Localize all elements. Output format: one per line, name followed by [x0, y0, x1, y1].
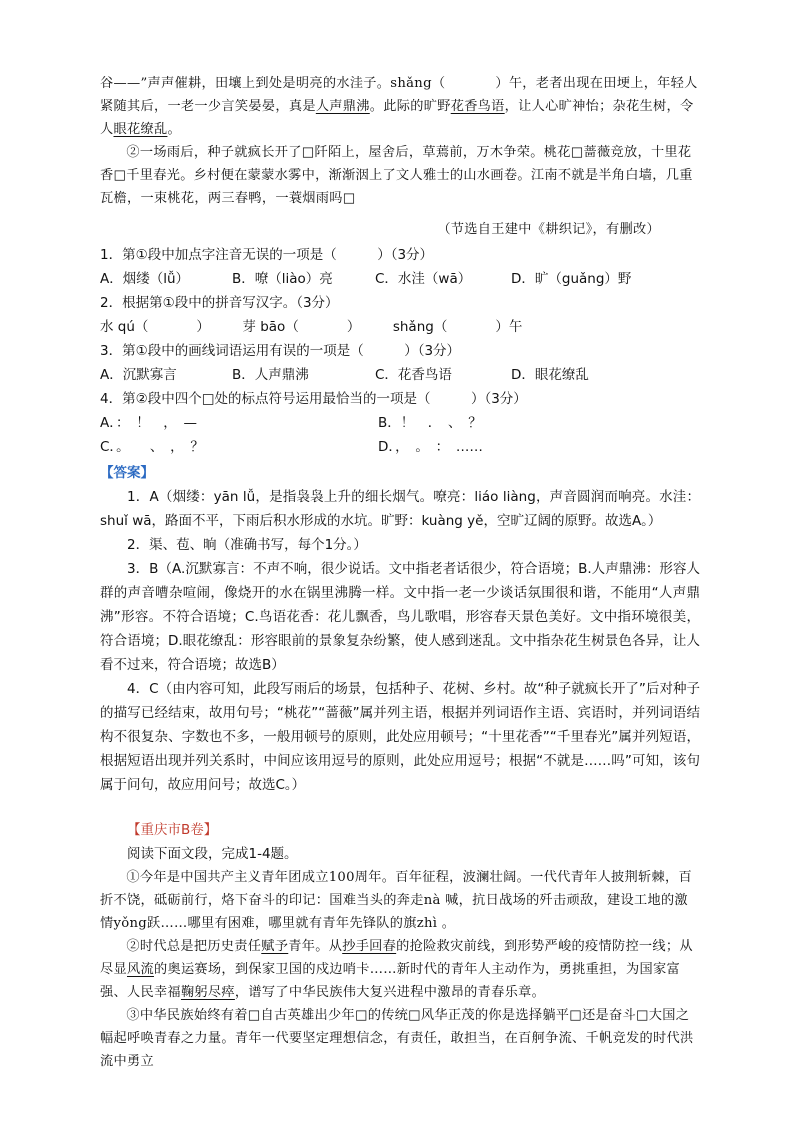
text-run: ，谱写了中华民族伟大复兴进程中激昂的青春乐章。	[234, 985, 546, 1000]
text-run: 的抢险救灾前线，到形势严峻的疫情防控一线；从尽显	[100, 939, 693, 977]
option: C．。 、 ， ？	[100, 439, 204, 455]
section-2-para-1: ①今年是中国共产主义青年团成立100周年。百年征程，波澜壮阔。一代代青年人披荆斩棘，百折不饶，砥砺前行，烙下奋斗的印记：国难当头的奔走nà 喊，抗日战场的歼击顽敌，建设工地的激情yǒng跃……哪里有困难，哪里就有青年先锋队的旗zhì 。	[100, 870, 692, 931]
question-2-items	[100, 315, 700, 339]
answer-label: 【答案】	[100, 465, 154, 481]
question-4-options-row-2	[100, 435, 700, 459]
passage-1-para-2: ②一场雨后，种子就疯长开了□阡陌上，屋舍后，草蔫前，万木争荣。桃花□蔷薇竞放，十里花香□千里春光。乡村便在蒙蒙水雾中，渐渐洇上了文人雅士的山水画卷。江南不就是半角白墙，几重瓦檐，一束桃花，两三春鸭，一蓑烟雨吗□	[100, 145, 693, 206]
section-2-passage	[100, 866, 700, 1073]
answer-1: 1．A（烟缕：yān lǚ，是指袅袅上升的细长烟气。嘹亮：liáo liàng，声音圆润而响亮。水洼：shuǐ wā，路面不平，下雨后积水形成的水坑。旷野：kuàng yě，空旷辽阔的原野。故选A。）	[100, 489, 700, 529]
option: A．： ！ ， —	[100, 415, 197, 431]
text-run: 。	[167, 122, 181, 137]
item: 水 qú（	[100, 319, 149, 335]
text-run: 。此际的旷野	[369, 99, 451, 114]
section-2	[100, 819, 700, 1073]
text-run: 谷——”声声催耕，田壤上到处是明亮的水洼子。shǎng（	[100, 76, 446, 91]
answer-3: 3．B（A.沉默寡言：不声不响，很少说话。文中指老者话很少，符合语境；B.人声鼎沸：形容人群的声音嘈杂喧闹，像烧开的水在锅里沸腾一样。文中指一老一少谈话氛围很和谐，不能用“人声鼎沸”形容。不符合语境；C.鸟语花香：花儿飘香，鸟儿歌唱，形容春天景色美好。文中指环境很美，符合语境；D.眼花缭乱：形容眼前的景象复杂纷繁，使人感到迷乱。文中指杂花生树景色各异，让人看不过来，符合语境；故选B）	[100, 561, 700, 673]
underlined-phrase: 眼花缭乱	[113, 122, 168, 137]
text-run: 后，一老一少言笑晏晏，真是	[140, 99, 316, 114]
answer-2: 2．渠、苞、晌（准确书写，每个1分。）	[127, 537, 367, 553]
text-run: ）午，老者出现在田埂上，年轻人紧随其	[100, 76, 698, 114]
section-2-para-2	[100, 935, 700, 1004]
option: D．旷（guǎng）野	[511, 271, 632, 287]
question-4-options-row-1	[100, 411, 700, 435]
passage-source: （节选自王建中《耕织记》，有删改）	[437, 222, 660, 237]
questions	[100, 243, 700, 459]
answer-section	[100, 461, 700, 797]
option: D．眼花缭乱	[511, 367, 589, 383]
text-run: 青年。从	[288, 939, 343, 954]
question-2: 2．根据第①段中的拼音写汉字。（3分）	[100, 295, 339, 311]
item: ）	[346, 319, 361, 335]
underlined-phrase: 花香鸟语	[450, 99, 505, 114]
item: ）	[196, 319, 210, 335]
document-page	[100, 72, 700, 1073]
question-3-options	[100, 363, 700, 387]
question-1-options	[100, 267, 700, 291]
question-4: 4．第②段中四个□处的标点符号运用最恰当的一项是（ ）（3分）	[100, 391, 527, 407]
item: shǎng（	[392, 319, 448, 335]
option: B．嘹（liào）亮	[232, 271, 333, 287]
option: C．水洼（wā）	[375, 271, 472, 287]
underlined-phrase: 抄手回春	[342, 939, 397, 954]
section-title: 【重庆市B卷】	[127, 822, 218, 838]
question-1: 1．第①段中加点字注音无误的一项是（ ）（3分）	[100, 247, 434, 263]
option: B．人声鼎沸	[232, 367, 309, 383]
question-3: 3．第①段中的画线词语运用有误的一项是（ ）（3分）	[100, 343, 461, 359]
underlined-phrase: 风流	[126, 962, 154, 977]
text-run: ②时代总是把历史责任	[126, 939, 262, 954]
underlined-phrase: 人声鼎沸	[315, 99, 370, 114]
underlined-phrase: 鞠躬尽瘁	[180, 985, 235, 1000]
option: A．沉默寡言	[100, 367, 177, 383]
item: ）午	[495, 319, 523, 335]
option: B．！ ． 、 ？	[378, 415, 482, 431]
underlined-phrase: 赋予	[261, 939, 289, 954]
option: D．， 。 ： ……	[378, 439, 483, 455]
answer-4: 4．C（由内容可知，此段写雨后的场景，包括种子、花树、乡村。故“种子就疯长开了”后对种子的描写已经结束，故用句号；“桃花”“蔷薇”属并列主语，根据并列词语作主语、宾语时，并列词语结构不很复杂、字数也不多，一般用顿号的原则，此处应用顿号；“十里花香”“千里春光”属并列短语，根据短语出现并列关系时，中间应该用逗号的原则，此处应用逗号；根据“不就是……吗”可知，该句属于问句，故应用问号；故选C。）	[100, 681, 700, 793]
text-run: 的奥运赛场，到保家卫国的戍边哨卡……新时代的青年人主动作为，勇挑重担，为国家富强、人民幸福	[100, 962, 680, 1000]
option: C．花香鸟语	[375, 367, 452, 383]
section-2-para-3: ③中华民族始终有着□自古英雄出少年□的传统□风华正茂的你是选择躺平□还是奋斗□大国之幅起呼唤青春之力量。青年一代要坚定理想信念，有责任，敢担当，在百舸争流、千帆竞发的时代洪流中勇立	[100, 1008, 694, 1069]
item: 芽 bāo（	[242, 319, 299, 335]
passage-1-para-1-cont	[100, 72, 700, 141]
section-instruction: 阅读下面文段，完成1-4题。	[127, 846, 298, 862]
passage-1	[100, 72, 700, 241]
text-run: ，让人心旷神怡；杂花生树，令人	[100, 99, 694, 137]
option: A．烟缕（lǚ）	[100, 271, 190, 287]
